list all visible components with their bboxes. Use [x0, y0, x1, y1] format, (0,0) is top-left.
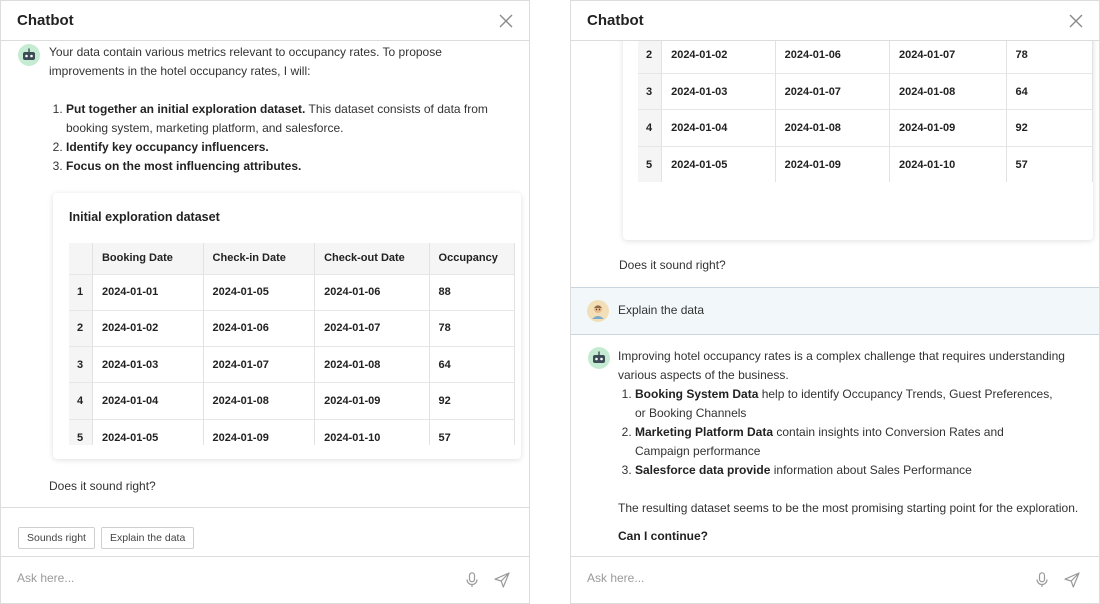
send-icon[interactable]	[1064, 572, 1080, 593]
table-cell: 78	[429, 310, 514, 346]
table-cell: 2024-01-10	[315, 419, 429, 445]
table-cell: 2024-01-01	[92, 274, 203, 310]
table-cell: 2024-01-09	[203, 419, 315, 445]
robot-icon	[18, 44, 40, 66]
table-cell: 64	[1006, 74, 1092, 110]
table-row	[638, 74, 1093, 110]
user-message-row	[571, 287, 1099, 335]
chat-title: Chatbot	[587, 12, 644, 29]
table-cell: 2024-01-06	[315, 274, 429, 310]
step-title: Identify key occupancy influencers.	[66, 140, 269, 154]
point-text: contain insights into Conversion Rates and Campaign performance	[635, 425, 1004, 458]
person-icon	[587, 300, 609, 322]
table-cell: 2024-01-09	[775, 146, 889, 182]
chat-input-bar	[571, 556, 1099, 603]
bot-reply-conclusion: The resulting dataset seems to be the most promising starting point for the exploration.	[618, 501, 1079, 515]
point-title: Marketing Platform Data	[635, 425, 774, 439]
suggestion-sounds-right-button[interactable]: Sounds right	[18, 527, 95, 549]
table-cell: 2024-01-06	[203, 310, 315, 346]
bot-reply-points	[618, 385, 1058, 480]
card-title: Initial exploration dataset	[69, 210, 220, 224]
table-row	[69, 347, 515, 383]
list-item	[66, 100, 519, 138]
chat-header	[571, 1, 1099, 41]
chat-input[interactable]	[587, 571, 987, 585]
microphone-icon[interactable]	[466, 572, 478, 593]
table-row	[638, 110, 1093, 146]
table-cell: 2024-01-07	[889, 37, 1006, 73]
row-index: 2	[69, 310, 92, 346]
table-cell: 2024-01-04	[92, 383, 203, 419]
table-cell: 64	[429, 347, 514, 383]
list-item	[635, 461, 1058, 480]
table-cell: 2024-01-02	[662, 37, 776, 73]
table-cell: 2024-01-07	[203, 347, 315, 383]
column-header[interactable]: Occupancy	[429, 243, 514, 274]
list-item	[66, 157, 519, 176]
table-cell: 92	[1006, 110, 1092, 146]
column-header[interactable]: Check-in Date	[203, 243, 315, 274]
point-text: help to identify Occupancy Trends, Guest Preferences, or Booking Channels	[635, 387, 1053, 420]
table-cell: 88	[429, 274, 514, 310]
row-index: 5	[638, 146, 662, 182]
chat-header	[1, 1, 529, 41]
close-icon[interactable]	[499, 14, 513, 28]
table-cell: 2024-01-05	[92, 419, 203, 445]
row-index: 5	[69, 419, 92, 445]
robot-icon	[588, 347, 610, 369]
chat-panel-left	[0, 0, 530, 604]
bot-intro-text: Your data contain various metrics relevant to occupancy rates. To propose improvements in the hotel occupancy rates, I will:	[49, 45, 442, 78]
send-icon[interactable]	[494, 572, 510, 593]
list-item	[66, 138, 519, 157]
dataset-table	[69, 243, 515, 445]
point-text: information about Sales Performance	[770, 463, 972, 477]
table-row	[69, 274, 515, 310]
table-cell: 57	[429, 419, 514, 445]
close-icon[interactable]	[1069, 14, 1083, 28]
dataset-card	[53, 193, 521, 459]
index-column-header	[69, 243, 92, 274]
bot-step-list	[49, 100, 519, 176]
chat-title: Chatbot	[17, 12, 74, 29]
row-index: 4	[638, 110, 662, 146]
chat-input-bar	[1, 556, 529, 603]
table-cell: 2024-01-08	[203, 383, 315, 419]
table-header-row	[69, 243, 515, 274]
table-cell: 2024-01-02	[92, 310, 203, 346]
row-index: 3	[638, 74, 662, 110]
row-index: 3	[69, 347, 92, 383]
table-row	[69, 310, 515, 346]
bot-question: Does it sound right?	[619, 258, 726, 272]
table-cell: 2024-01-04	[662, 110, 776, 146]
table-row	[638, 37, 1093, 73]
table-cell: 2024-01-05	[662, 146, 776, 182]
point-title: Booking System Data	[635, 387, 759, 401]
step-title: Put together an initial exploration dataset.	[66, 102, 306, 116]
table-cell: 78	[1006, 37, 1092, 73]
table-cell: 2024-01-03	[92, 347, 203, 383]
table-cell: 2024-01-08	[315, 347, 429, 383]
list-item	[635, 423, 1058, 461]
bot-reply-intro: Improving hotel occupancy rates is a complex challenge that requires understanding various aspects of the business.	[618, 349, 1065, 382]
row-index: 4	[69, 383, 92, 419]
table-row	[69, 419, 515, 445]
step-text: This dataset consists of data from booking system, marketing platform, and salesforce.	[66, 102, 488, 135]
table-cell: 2024-01-03	[662, 74, 776, 110]
table-cell: 2024-01-07	[775, 74, 889, 110]
table-cell: 92	[429, 383, 514, 419]
table-scroll-area[interactable]	[69, 243, 515, 445]
row-index: 2	[638, 37, 662, 73]
table-cell: 2024-01-09	[315, 383, 429, 419]
bot-followup-question: Can I continue?	[618, 529, 708, 543]
table-cell: 57	[1006, 146, 1092, 182]
chat-input[interactable]	[17, 571, 417, 585]
table-cell: 2024-01-07	[315, 310, 429, 346]
bot-question: Does it sound right?	[49, 479, 156, 493]
table-row	[638, 146, 1093, 182]
table-row	[69, 383, 515, 419]
user-message-text: Explain the data	[618, 303, 705, 317]
list-item	[635, 385, 1058, 423]
table-cell: 2024-01-10	[889, 146, 1006, 182]
table-cell: 2024-01-08	[775, 110, 889, 146]
column-header[interactable]: Booking Date	[92, 243, 203, 274]
point-title: Salesforce data provide	[635, 463, 771, 477]
table-cell: 2024-01-05	[203, 274, 315, 310]
chat-panel-right	[570, 0, 1100, 604]
table-cell: 2024-01-09	[889, 110, 1006, 146]
suggestion-explain-data-button[interactable]: Explain the data	[101, 527, 194, 549]
table-cell: 2024-01-06	[775, 37, 889, 73]
microphone-icon[interactable]	[1036, 572, 1048, 593]
column-header[interactable]: Check-out Date	[315, 243, 429, 274]
step-title: Focus on the most influencing attributes.	[66, 159, 302, 173]
table-cell: 2024-01-08	[889, 74, 1006, 110]
divider	[1, 507, 529, 508]
row-index: 1	[69, 274, 92, 310]
